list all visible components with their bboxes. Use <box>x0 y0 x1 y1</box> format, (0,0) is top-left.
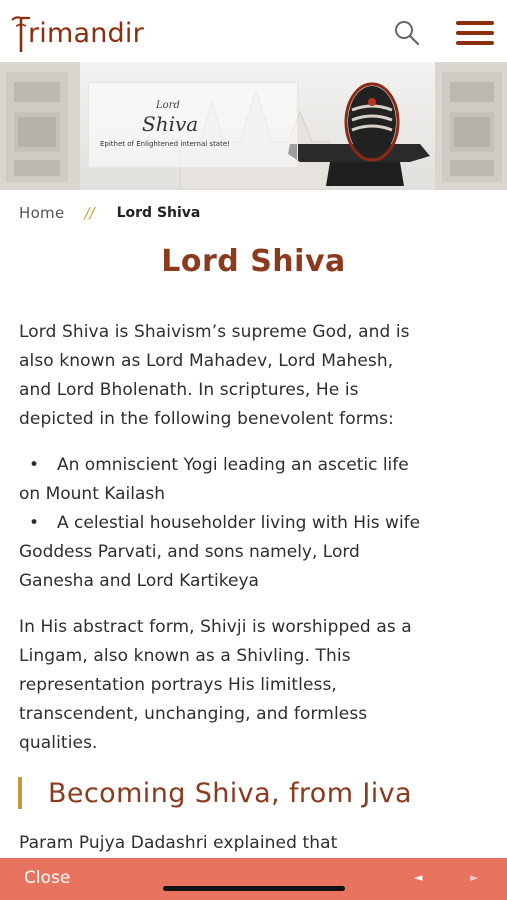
intro-paragraph <box>19 318 494 434</box>
text-line: Lingam, also known as a Shivling. This <box>19 646 351 666</box>
text-line: Ganesha and Lord Kartikeya <box>19 571 259 591</box>
text-line: Lord Shiva is Shaivism’s supreme God, and is <box>19 322 410 342</box>
page-title: Lord Shiva <box>161 244 346 279</box>
text-line: A celestial householder living with His wife <box>57 513 421 533</box>
text-line: and Lord Bholenath. In scriptures, He is <box>19 380 359 400</box>
text-line: depicted in the following benevolent forms: <box>19 409 394 429</box>
breadcrumb <box>19 203 200 223</box>
list-item <box>19 451 494 509</box>
text-line: qualities. <box>19 733 98 753</box>
bullet-dot: • <box>29 513 40 533</box>
list-item <box>19 509 494 596</box>
logo-text: rimandir <box>28 18 144 49</box>
menu-line <box>456 31 494 35</box>
hamburger-menu-button[interactable] <box>456 21 496 45</box>
menu-line <box>456 41 494 45</box>
banner-subtitle: Epithet of Enlightened internal state! <box>100 140 230 148</box>
banner-title: Shiva <box>142 112 199 136</box>
site-logo[interactable] <box>10 8 144 54</box>
close-button[interactable]: Close <box>24 868 71 888</box>
text-line: representation portrays His limitless, <box>19 675 337 695</box>
text-line: on Mount Kailash <box>19 484 166 504</box>
bottom-toolbar <box>0 858 507 900</box>
text-line: Goddess Parvati, and sons namely, Lord <box>19 542 360 562</box>
breadcrumb-home-link[interactable]: Home <box>19 204 65 222</box>
menu-line <box>456 21 494 25</box>
app-header <box>0 0 507 62</box>
text-line: Param Pujya Dadashri explained that <box>19 833 338 853</box>
text-line: An omniscient Yogi leading an ascetic life <box>57 455 409 475</box>
search-icon <box>392 18 422 48</box>
breadcrumb-current: Lord Shiva <box>116 205 201 221</box>
banner-small-text: Lord <box>156 100 180 111</box>
back-arrow-icon[interactable]: ◄ <box>414 871 423 884</box>
hero-banner <box>0 62 507 190</box>
section-heading <box>18 776 412 810</box>
text-line: also known as Lord Mahadev, Lord Mahesh, <box>19 351 394 371</box>
home-indicator[interactable] <box>163 886 345 891</box>
trishul-logo-icon <box>10 14 30 54</box>
abstract-form-paragraph <box>19 613 494 758</box>
heading-accent-bar <box>18 777 22 809</box>
bullet-dot: • <box>29 455 40 475</box>
breadcrumb-separator: // <box>84 204 95 222</box>
search-button[interactable] <box>392 18 422 48</box>
dadashri-paragraph <box>19 829 494 858</box>
text-line: transcendent, unchanging, and formless <box>19 704 368 724</box>
section-heading-text: Becoming Shiva, from Jiva <box>48 777 412 809</box>
forward-arrow-icon[interactable]: ► <box>470 871 479 884</box>
text-line: In His abstract form, Shivji is worshipped as a <box>19 617 412 637</box>
